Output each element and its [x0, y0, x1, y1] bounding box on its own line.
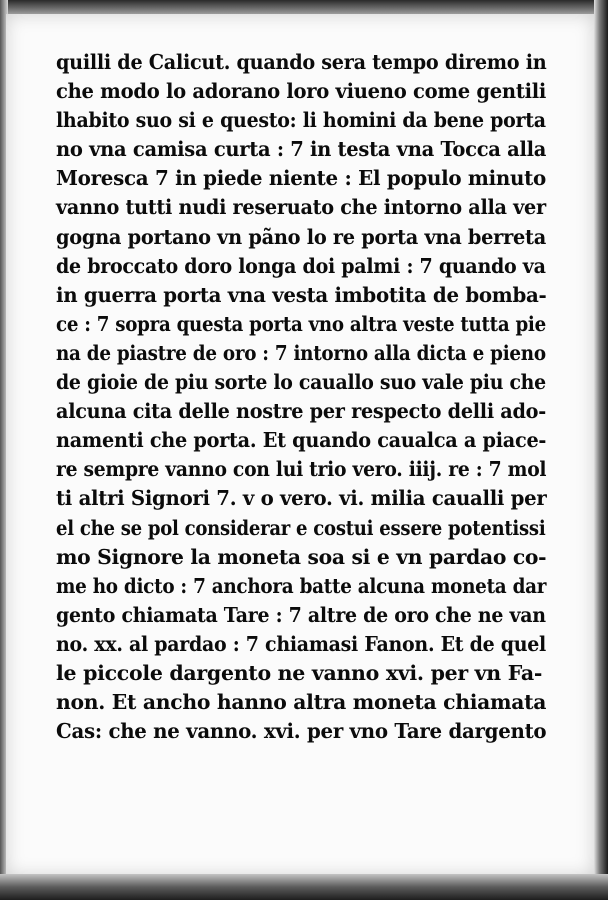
text-line-6: vanno tutti nudi reseruato che intorno alla ver	[56, 195, 546, 220]
text-line-14: namenti che porta. Et quando caualca a piace-	[56, 428, 547, 453]
text-line-1: quilli de Calicut. quando sera tempo diremo in	[56, 50, 547, 74]
text-line-7: gogna portano vn pãno lo re porta vna berreta	[56, 224, 546, 249]
text-line-11: na de piastre de oro : 7 intorno alla dicta e pieno	[56, 340, 546, 365]
scan-bottom-edge	[0, 874, 608, 900]
text-line-2: che modo lo adorano loro viueno come gentili	[56, 79, 546, 104]
page-text	[56, 48, 546, 746]
book-page	[6, 14, 594, 876]
text-line-16: ti altri Signori 7. v o vero. vi. milia caualli per	[56, 486, 547, 511]
scan-right-edge	[594, 0, 608, 900]
text-line-15: re sempre vanno con lui trio vero. iiij. re : 7 mol	[56, 457, 547, 482]
text-line-18: mo Signore la moneta soa si e vn pardao co-	[56, 544, 547, 569]
text-line-10: ce : 7 sopra questa porta vno altra veste tutta pie	[56, 311, 546, 336]
text-line-22: le piccole dargento ne vanno xvi. per vn Fa-	[56, 660, 543, 685]
text-line-20: gento chiamata Tare : 7 altre de oro che ne van	[56, 602, 546, 627]
text-line-24: Cas: che ne vanno. xvi. per vno Tare dargento	[56, 719, 547, 744]
text-line-8: de broccato doro longa doi palmi : 7 quando va	[56, 253, 546, 278]
text-line-17: el che se pol considerar e costui essere potentissi	[56, 515, 546, 540]
text-line-4: no vna camisa curta : 7 in testa vna Tocca alla	[56, 137, 547, 162]
text-line-23: non. Et ancho hanno altra moneta chiamata	[56, 690, 547, 715]
text-line-9: in guerra porta vna vesta imbotita de bomba-	[56, 282, 547, 307]
text-line-5: Moresca 7 in piede niente : El populo minuto	[56, 166, 546, 191]
text-line-3: lhabito suo si e questo: li homini da bene porta	[56, 108, 546, 133]
text-line-12: de gioie de piu sorte lo cauallo suo vale piu che	[56, 370, 546, 395]
text-line-13: alcuna cita delle nostre per respecto delli ado-	[56, 399, 546, 424]
text-line-21: no. xx. al pardao : 7 chiamasi Fanon. Et de quel	[56, 631, 546, 656]
text-line-19: me ho dicto : 7 anchora batte alcuna moneta dar	[56, 573, 547, 598]
